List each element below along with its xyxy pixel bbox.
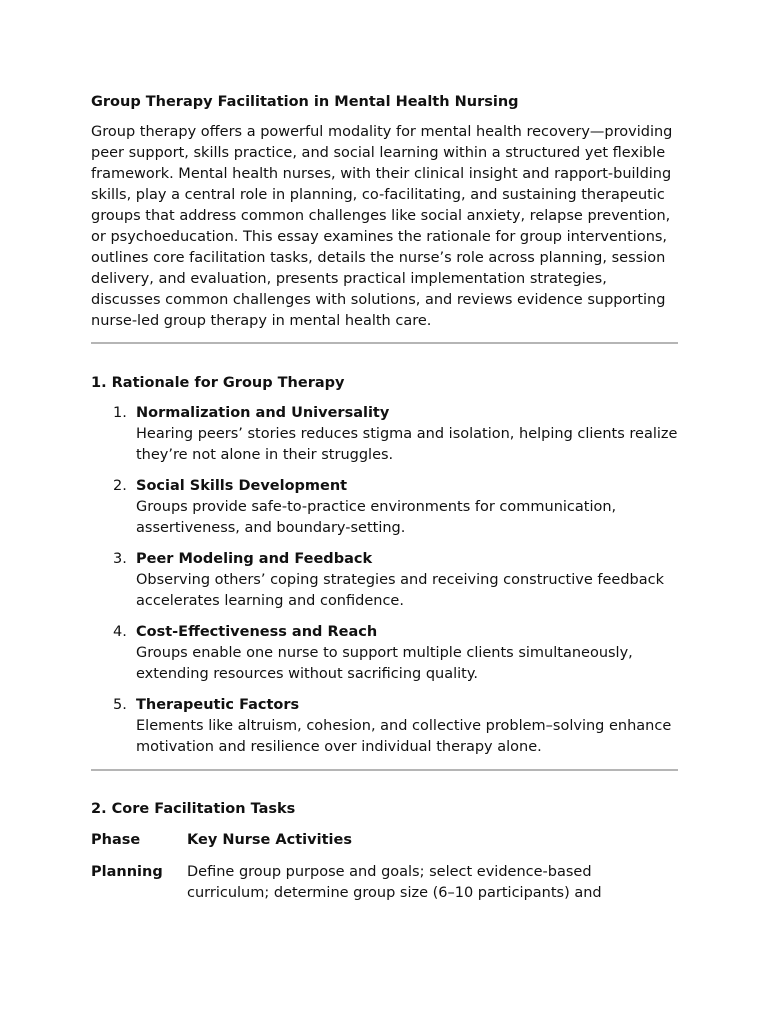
list-item-title: Cost-Effectiveness and Reach <box>136 624 378 640</box>
table-cell-activities: Define group purpose and goals; select evidence-based curriculum; determine group size (6–10 participants) and <box>187 864 602 901</box>
document-title: Group Therapy Facilitation in Mental Health Nursing <box>91 94 519 110</box>
intro-paragraph: Group therapy offers a powerful modality for mental health recovery—providing peer support, skills practice, and social learning within a structured yet flexible framework. Mental health nurses, with their clinical insight and rapport-building skills, play a central role in planning, co-facilitating, and sustaining therapeutic groups that address common challenges like social anxiety, relapse prevention, or psychoeducation. This essay examines the rationale for group interventions, outlines core facilitation tasks, details the nurse’s role across planning, session delivery, and evaluation, presents practical implementation strategies, discusses common challenges with solutions, and reviews evidence supporting nurse-led group therapy in mental health care. <box>91 124 673 329</box>
list-item-number: 2. <box>113 478 127 494</box>
list-item-description: Hearing peers’ stories reduces stigma and isolation, helping clients realize they’re not alone in their struggles. <box>136 426 678 463</box>
section-divider <box>91 342 678 344</box>
list-item-description: Groups enable one nurse to support multiple clients simultaneously, extending resources without sacrificing quality. <box>136 645 633 682</box>
section-heading-rationale: 1. Rationale for Group Therapy <box>91 375 345 391</box>
list-item-description: Observing others’ coping strategies and receiving constructive feedback accelerates learning and confidence. <box>136 572 664 609</box>
list-item-title: Normalization and Universality <box>136 405 390 421</box>
list-item-title: Peer Modeling and Feedback <box>136 551 373 567</box>
list-item-title: Therapeutic Factors <box>136 697 300 713</box>
list-item <box>91 403 678 466</box>
list-item-description: Groups provide safe-to-practice environments for communication, assertiveness, and boundary-setting. <box>136 499 617 536</box>
column-header-phase: Phase <box>91 832 141 848</box>
list-item <box>91 622 678 685</box>
list-item <box>91 476 678 539</box>
list-item-number: 4. <box>113 624 127 640</box>
table-cell-phase: Planning <box>91 864 163 880</box>
section-heading-facilitation: 2. Core Facilitation Tasks <box>91 801 296 817</box>
list-item-number: 5. <box>113 697 127 713</box>
facilitation-table <box>91 830 667 904</box>
list-item-number: 3. <box>113 551 127 567</box>
table-header-row <box>91 830 667 862</box>
section-divider <box>91 769 678 771</box>
list-item-description: Elements like altruism, cohesion, and collective problem–solving enhance motivation and resilience over individual therapy alone. <box>136 718 672 755</box>
list-item-title: Social Skills Development <box>136 478 348 494</box>
table-row <box>91 862 667 904</box>
list-item <box>91 695 678 758</box>
list-item <box>91 549 678 612</box>
list-item-number: 1. <box>113 405 127 421</box>
column-header-activities: Key Nurse Activities <box>187 832 352 848</box>
rationale-list <box>91 403 678 758</box>
